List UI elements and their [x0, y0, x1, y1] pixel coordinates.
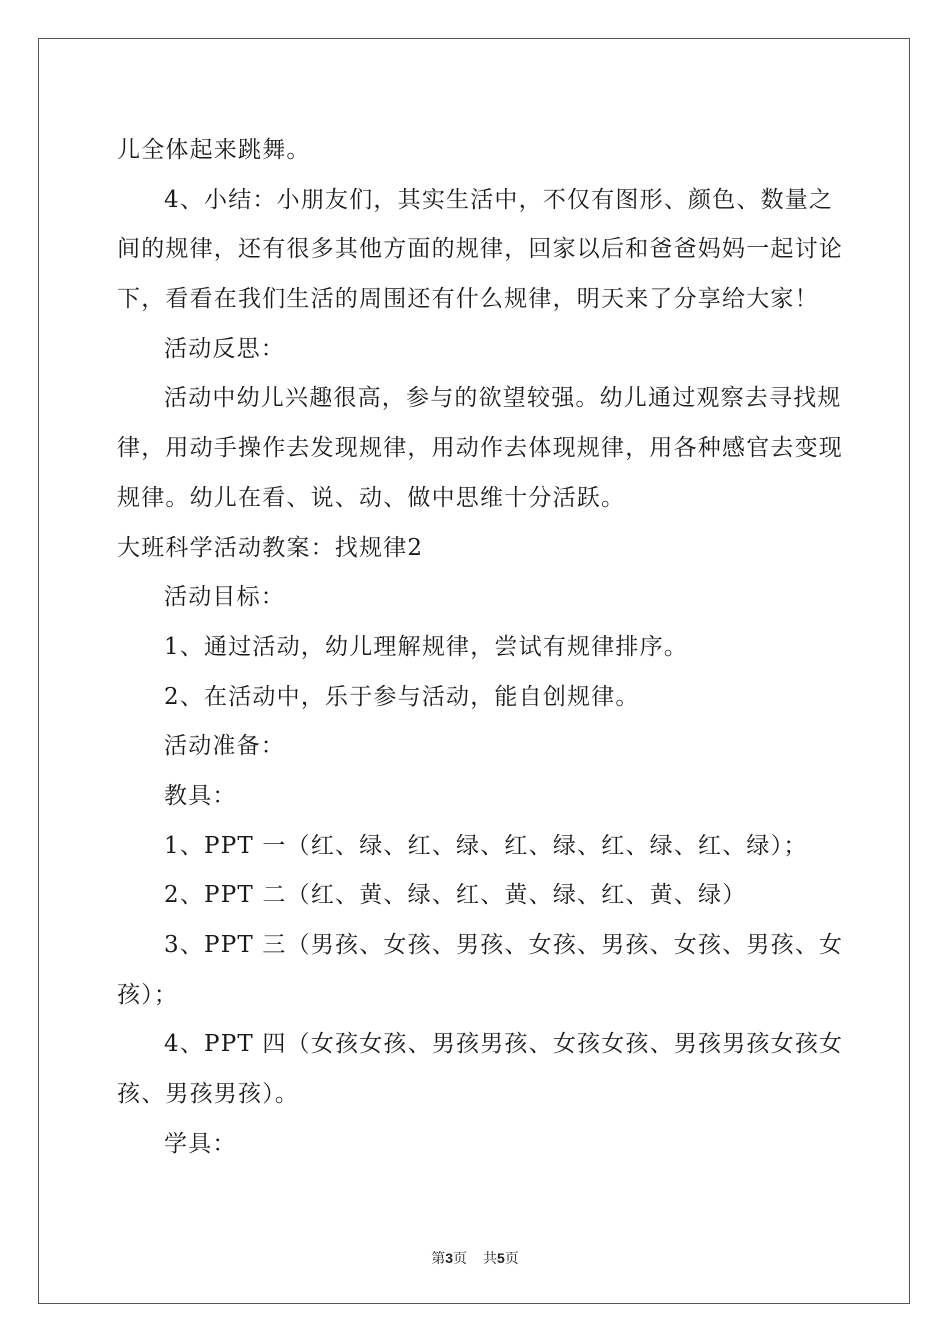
document-title: 大班科学活动教案：找规律2 [117, 534, 424, 561]
text-line: 孩、男孩男孩）。 [117, 1081, 300, 1108]
total-unit: 页 [504, 1251, 519, 1267]
text-line: 律，用动手操作去发现规律，用动作去体现规律，用各种感官去变现 [117, 435, 843, 462]
text-line: 间的规律，还有很多其他方面的规律，回家以后和爸爸妈妈一起讨论 [117, 236, 843, 263]
list-item: 4、PPT 四（女孩女孩、男孩男孩、女孩女孩、男孩男孩女孩女 [164, 1031, 844, 1058]
list-item: 2、在活动中，乐于参与活动，能自创规律。 [164, 683, 640, 710]
page-footer [0, 1248, 950, 1268]
page-current: 3 [445, 1250, 453, 1266]
page-unit: 页 [453, 1251, 467, 1267]
text-line: 活动中幼儿兴趣很高，参与的欲望较强。幼儿通过观察去寻找规 [164, 385, 842, 412]
page-total: 5 [497, 1250, 505, 1266]
list-item: 2、PPT 二（红、黄、绿、红、黄、绿、红、黄、绿） [164, 882, 747, 909]
list-item: 3、PPT 三（男孩、女孩、男孩、女孩、男孩、女孩、男孩、女 [164, 932, 844, 958]
section-heading: 活动反思： [164, 335, 285, 362]
page-prefix: 第 [431, 1251, 446, 1267]
section-heading: 教具： [164, 782, 237, 809]
text-line: 儿全体起来跳舞。 [117, 137, 311, 163]
list-item: 1、通过活动，幼儿理解规律，尝试有规律排序。 [164, 633, 689, 660]
text-line: 孩）； [117, 981, 179, 1008]
text-line: 下，看看在我们生活的周围还有什么规律，明天来了分享给大家！ [117, 286, 819, 313]
document-body [117, 126, 844, 1169]
text-line: 规律。幼儿在看、说、动、做中思维十分活跃。 [117, 484, 626, 511]
section-heading: 活动准备： [164, 733, 285, 760]
section-heading: 学具： [164, 1130, 237, 1157]
total-prefix: 共 [483, 1251, 497, 1267]
section-heading: 活动目标： [164, 584, 285, 611]
list-item: 1、PPT 一（红、绿、红、绿、红、绿、红、绿、红、绿）； [164, 832, 808, 859]
text-line: 4、小结：小朋友们，其实生活中，不仅有图形、颜色、数量之 [164, 186, 834, 213]
